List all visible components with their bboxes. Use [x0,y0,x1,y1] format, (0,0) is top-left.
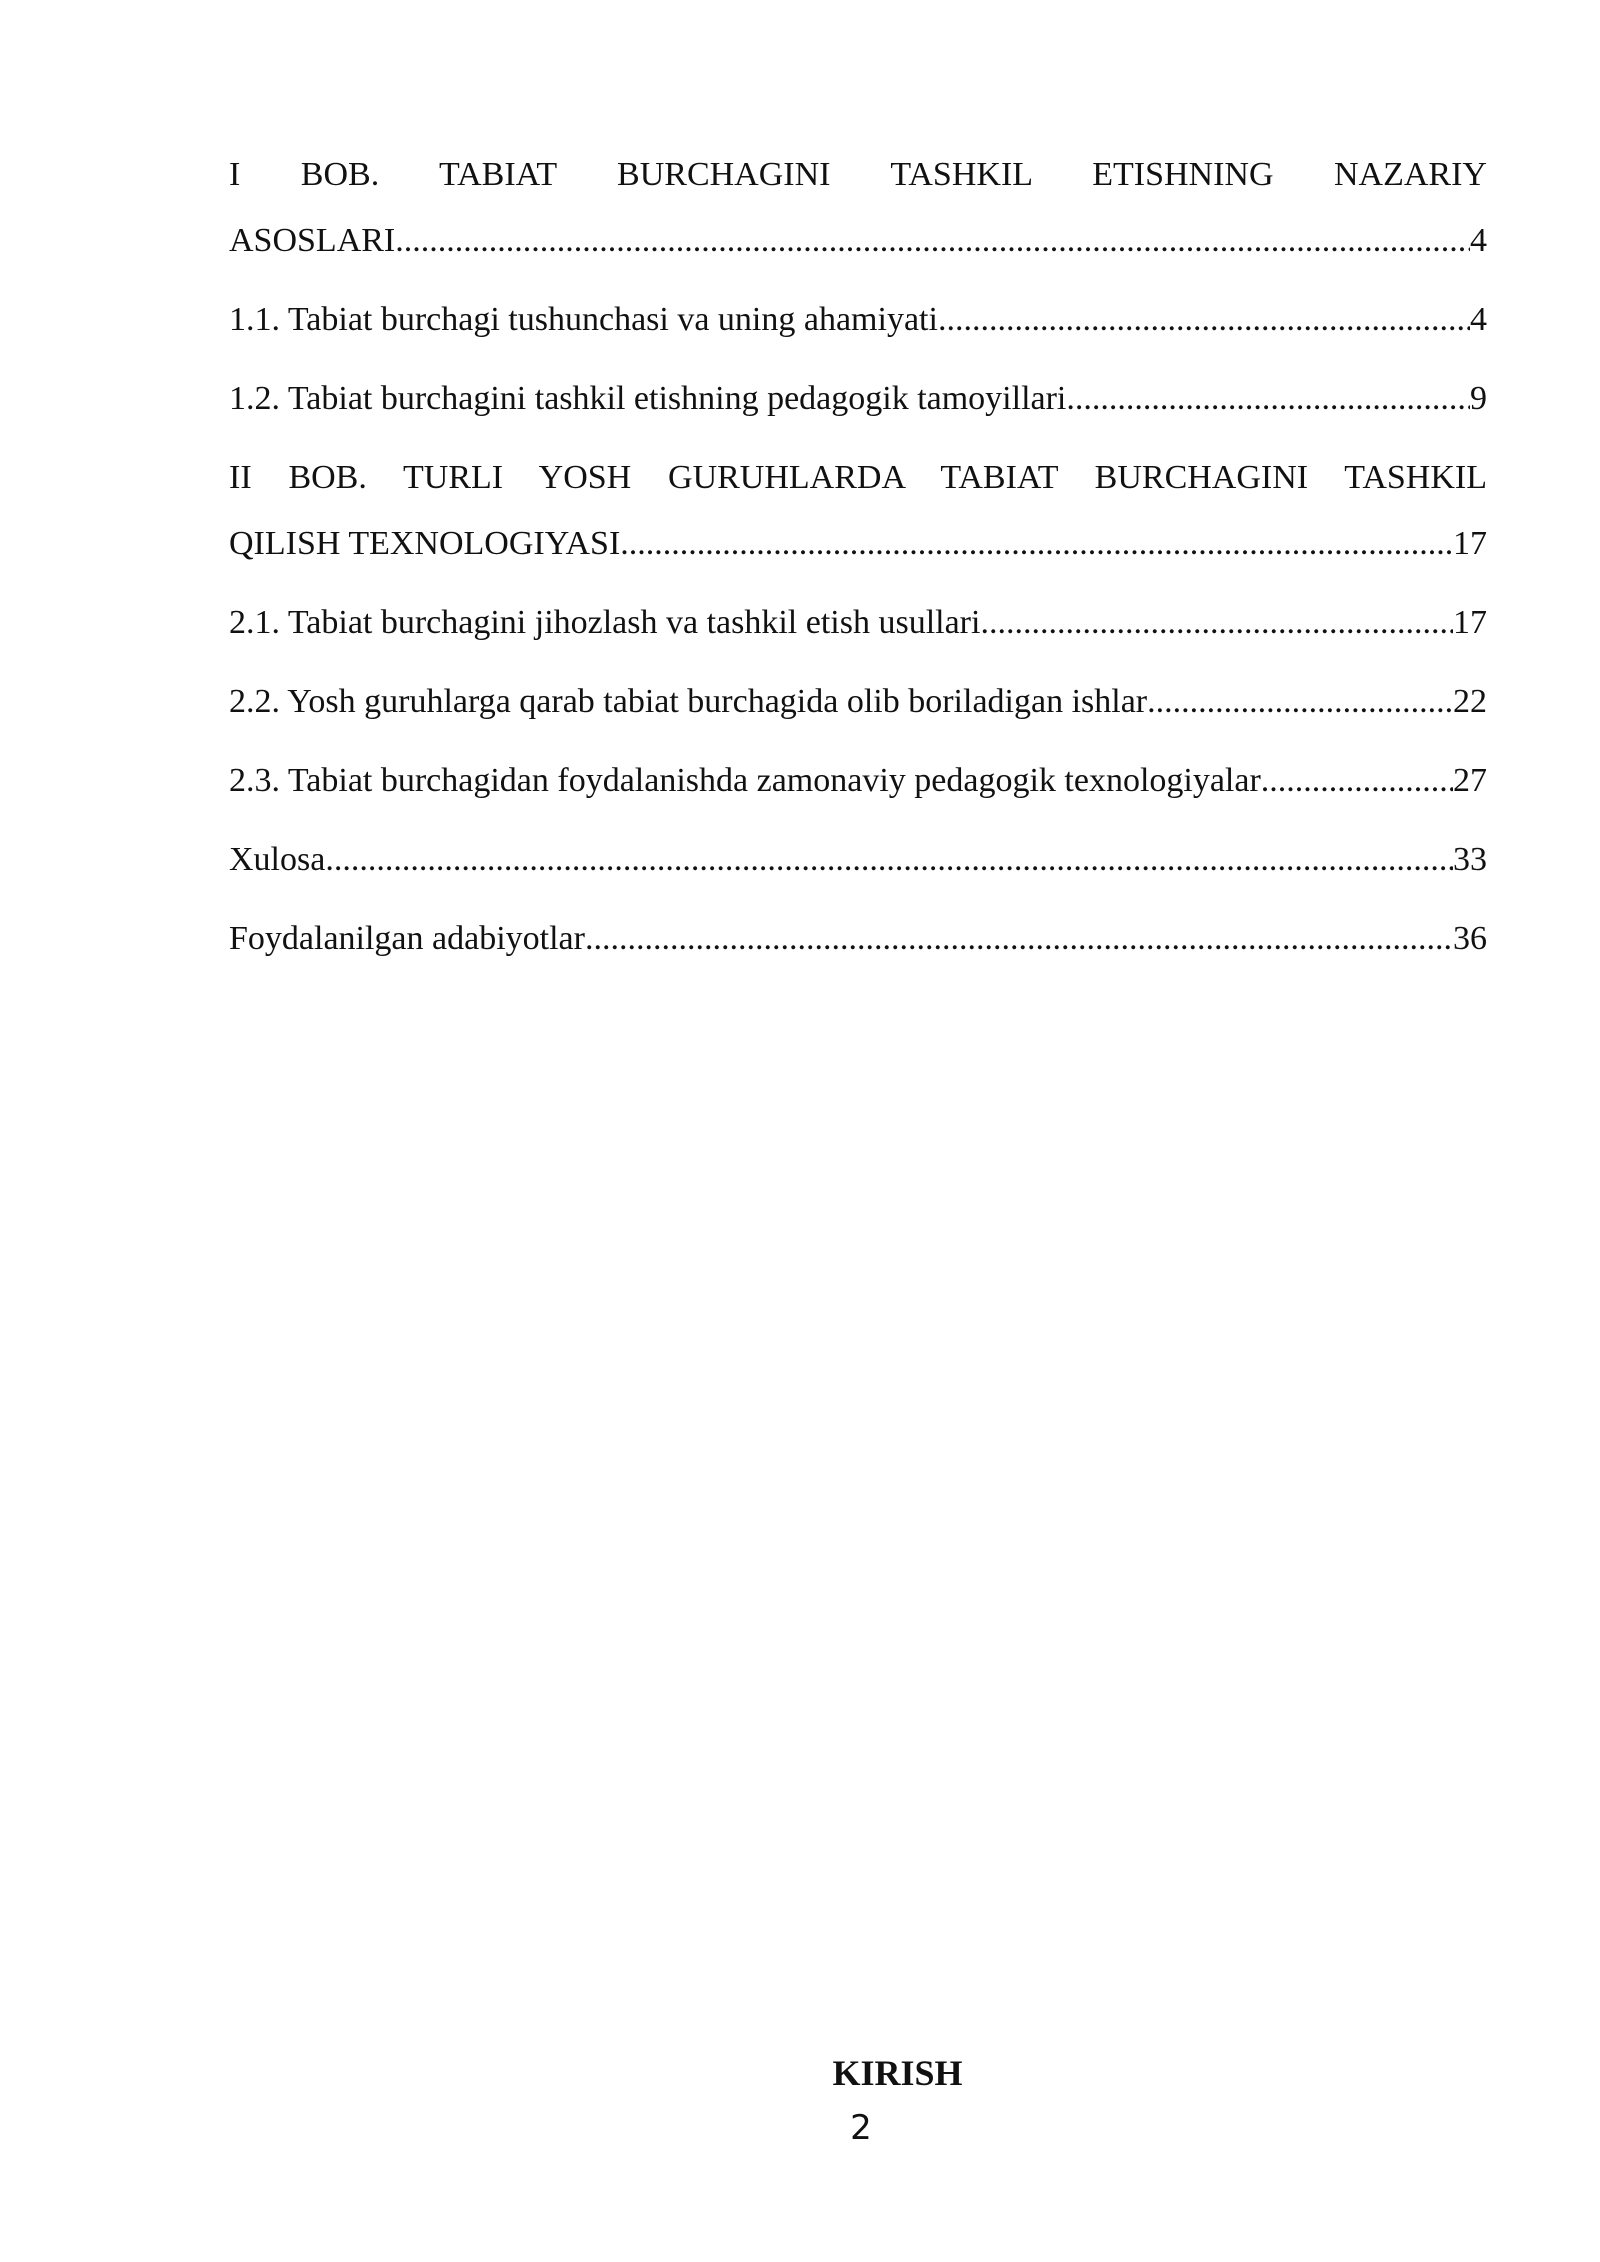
dot-leader [585,906,1453,972]
dot-leader [395,208,1470,274]
toc-chapter-2-line2 [229,511,1487,577]
toc-entry-page: 9 [1470,380,1487,417]
toc-chapter-1-line2 [229,208,1487,274]
dot-leader [1066,366,1470,432]
page-number: 2 [850,2108,872,2148]
toc-entry-title: 1.2. Tabiat burchagini tashkil etishning pedagogik tamoyillari [229,380,1067,417]
toc-entry-title: ASOSLARI [229,222,396,259]
dot-leader [938,287,1470,353]
toc-entry-2-3[interactable] [229,748,1487,814]
toc-entry-page: 33 [1453,841,1487,878]
toc-entry-references[interactable] [229,906,1487,972]
toc-entry-2-1[interactable] [229,590,1487,656]
toc-entry-title: Xulosa [229,841,326,878]
toc-chapter-1-line1: I BOB. TABIAT BURCHAGINI TASHKIL ETISHNING NAZARIY [229,156,1487,193]
table-of-contents [229,142,1487,985]
toc-entry-title: 2.3. Tabiat burchagidan foydalanishda zamonaviy pedagogik texnologiyalar [229,762,1261,799]
dot-leader [980,590,1453,656]
toc-entry-chapter-2[interactable] [229,445,1487,577]
dot-leader [1147,669,1453,735]
toc-entry-page: 4 [1470,301,1487,338]
toc-chapter-2-line1: II BOB. TURLI YOSH GURUHLARDA TABIAT BURCHAGINI TASHKIL [229,459,1487,496]
toc-entry-page: 27 [1453,762,1487,799]
toc-entry-title: 1.1. Tabiat burchagi tushunchasi va uning ahamiyati [229,301,938,338]
toc-entry-page: 17 [1453,604,1487,641]
toc-entry-page: 4 [1470,222,1487,259]
toc-entry-title: Foydalanilgan adabiyotlar [229,920,585,957]
toc-entry-1-1[interactable] [229,287,1487,353]
toc-entry-2-2[interactable] [229,669,1487,735]
dot-leader [620,511,1453,577]
toc-entry-chapter-1[interactable] [229,142,1487,274]
toc-entry-page: 17 [1453,525,1487,562]
toc-entry-title: QILISH TEXNOLOGIYASI [229,525,621,562]
toc-entry-title: 2.2. Yosh guruhlarga qarab tabiat burchagida olib boriladigan ishlar [229,683,1148,720]
section-heading-kirish: KIRISH [832,2053,963,2093]
dot-leader [1261,748,1453,814]
toc-entry-1-2[interactable] [229,366,1487,432]
toc-entry-page: 36 [1453,920,1487,957]
toc-entry-page: 22 [1453,683,1487,720]
toc-entry-xulosa[interactable] [229,827,1487,893]
toc-entry-title: 2.1. Tabiat burchagini jihozlash va tashkil etish usullari [229,604,981,641]
dot-leader [325,827,1453,893]
